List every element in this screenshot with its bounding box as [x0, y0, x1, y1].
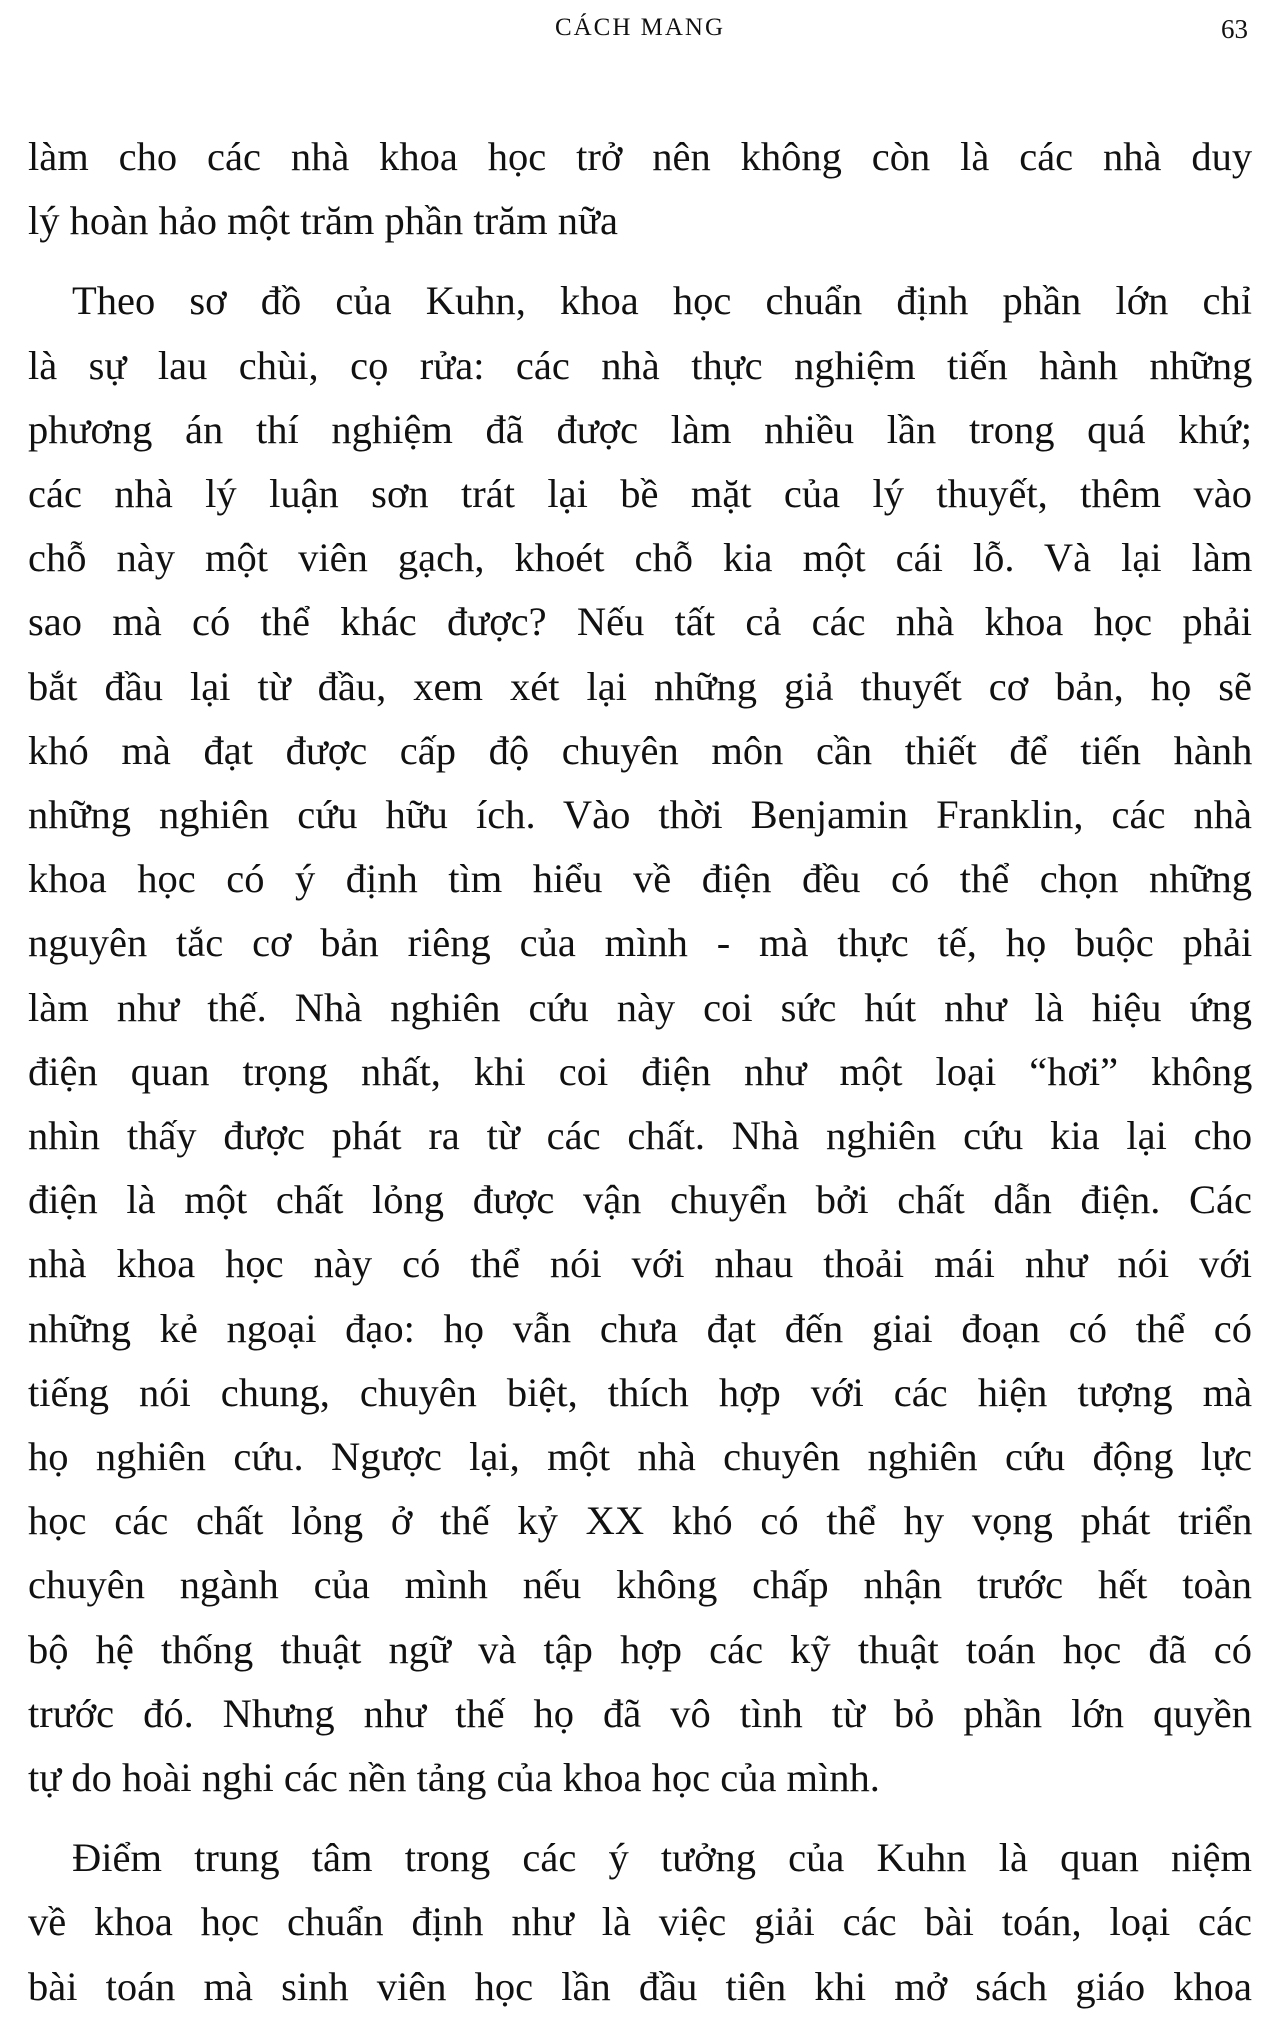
- paragraph-kuhn-scheme: [28, 269, 1252, 1810]
- text-line: điện là một chất lỏng được vận chuyển bởi chất dẫn điện. Các: [28, 1177, 1252, 1223]
- text-line: trước đó. Nhưng như thế họ đã vô tình từ bỏ phần lớn quyền: [28, 1690, 1252, 1736]
- text-line: làm như thế. Nhà nghiên cứu này coi sức hút như là hiệu ứng: [28, 984, 1252, 1030]
- text-line: những nghiên cứu hữu ích. Vào thời Benjamin Franklin, các nhà: [28, 792, 1252, 838]
- paragraph-continued: [28, 125, 1252, 253]
- text-line: tiếng nói chung, chuyên biệt, thích hợp với các hiện tượng mà: [28, 1369, 1253, 1415]
- text-line: Theo sơ đồ của Kuhn, khoa học chuẩn định phần lớn chỉ: [72, 278, 1252, 324]
- text-line: điện quan trọng nhất, khi coi điện như một loại “hơi” không: [28, 1048, 1253, 1094]
- text-line: nguyên tắc cơ bản riêng của mình - mà thực tế, họ buộc phải: [28, 920, 1253, 966]
- text-line: nhìn thấy được phát ra từ các chất. Nhà nghiên cứu kia lại cho: [28, 1113, 1253, 1159]
- text-line: lý hoàn hảo một trăm phần trăm nữa: [28, 198, 618, 244]
- text-line: các nhà lý luận sơn trát lại bề mặt của lý thuyết, thêm vào: [28, 471, 1252, 517]
- text-line: là sự lau chùi, cọ rửa: các nhà thực nghiệm tiến hành những: [28, 342, 1253, 388]
- chapter-title: CÁCH MANG: [554, 14, 726, 41]
- text-line: bộ hệ thống thuật ngữ và tập hợp các kỹ thuật toán học đã có: [28, 1626, 1252, 1672]
- text-line: chuyên ngành của mình nếu không chấp nhận trước hết toàn: [28, 1562, 1252, 1608]
- text-line: nhà khoa học này có thể nói với nhau thoải mái như nói với: [28, 1241, 1252, 1287]
- text-line: chỗ này một viên gạch, khoét chỗ kia một cái lỗ. Và lại làm: [28, 535, 1253, 581]
- text-line: bài toán mà sinh viên học lần đầu tiên khi mở sách giáo khoa: [28, 1963, 1252, 2009]
- text-line: học các chất lỏng ở thế kỷ XX khó có thể hy vọng phát triển: [28, 1498, 1253, 1544]
- text-line: Điểm trung tâm trong các ý tưởng của Kuhn là quan niệm: [72, 1835, 1252, 1881]
- paragraph-kuhn-central-idea: [28, 1826, 1252, 2019]
- text-line: những kẻ ngoại đạo: họ vẫn chưa đạt đến giai đoạn có thể có: [28, 1305, 1252, 1351]
- page-number: 63: [1221, 14, 1248, 44]
- running-header: [0, 14, 1280, 54]
- text-line: sao mà có thể khác được? Nếu tất cả các nhà khoa học phải: [28, 599, 1253, 645]
- text-line: họ nghiên cứu. Ngược lại, một nhà chuyên nghiên cứu động lực: [28, 1434, 1252, 1480]
- text-line: làm cho các nhà khoa học trở nên không còn là các nhà duy: [28, 134, 1253, 179]
- text-line: bắt đầu lại từ đầu, xem xét lại những giả thuyết cơ bản, họ sẽ: [28, 663, 1252, 709]
- body-text: [28, 125, 1252, 2019]
- text-line: phương án thí nghiệm đã được làm nhiều lần trong quá khứ;: [28, 406, 1252, 452]
- text-line: về khoa học chuẩn định như là việc giải các bài toán, loại các: [28, 1899, 1252, 1945]
- text-line: khoa học có ý định tìm hiểu về điện đều có thể chọn những: [28, 856, 1252, 902]
- text-line: tự do hoài nghi các nền tảng của khoa học của mình.: [28, 1755, 880, 1801]
- text-line: khó mà đạt được cấp độ chuyên môn cần thiết để tiến hành: [28, 727, 1253, 773]
